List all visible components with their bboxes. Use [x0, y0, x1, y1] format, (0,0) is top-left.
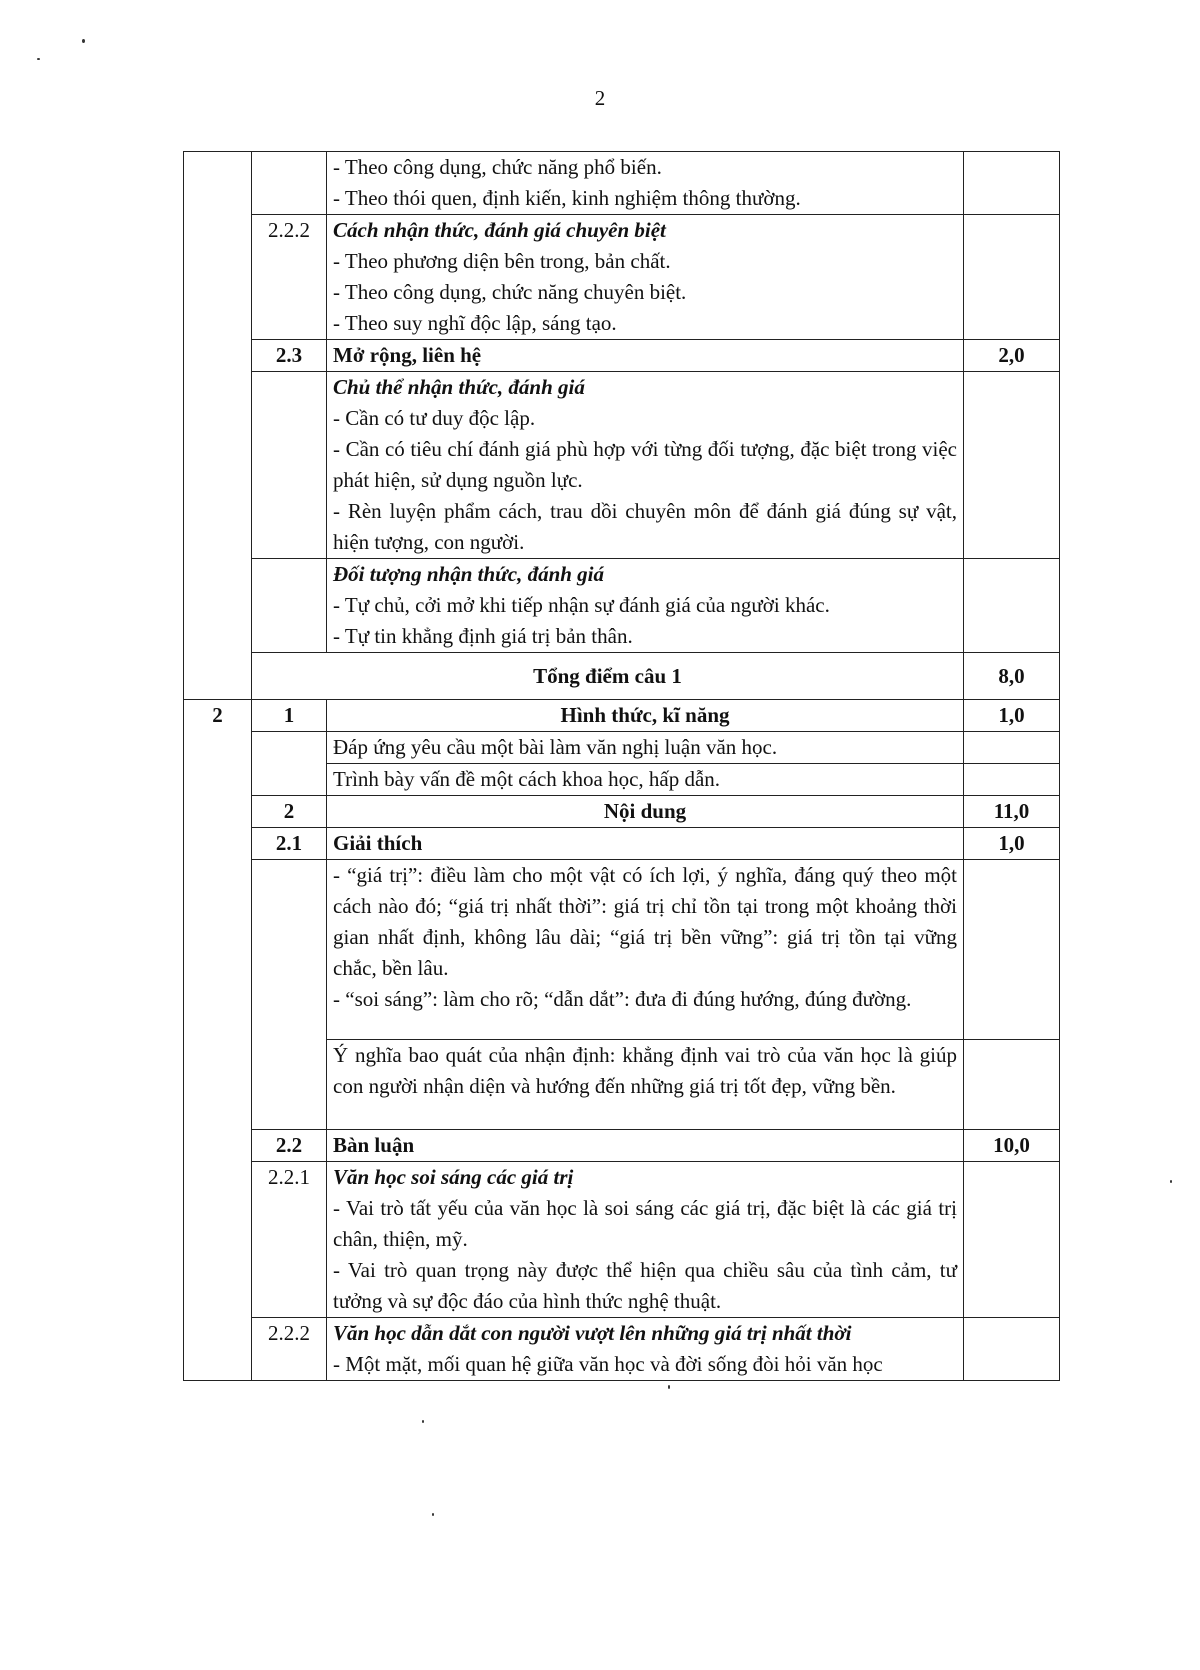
total-points: 8,0: [964, 653, 1060, 700]
content-line: - Theo thói quen, định kiến, kinh nghiệm thông thường.: [333, 186, 801, 210]
table-row-total: [184, 653, 1060, 700]
content-line: - Vai trò quan trọng này được thể hiện qua chiều sâu của tình cảm, tư tưởng và sự độc đáo của hình thức nghệ thuật.: [333, 1258, 957, 1313]
content-heading: Chủ thể nhận thức, đánh giá: [333, 375, 585, 399]
scan-speck: [82, 39, 85, 43]
table-row: [184, 559, 1060, 653]
content-cell: [327, 152, 964, 215]
content-heading: Giải thích: [327, 828, 964, 860]
points-cell: [964, 732, 1060, 764]
content-heading: Nội dung: [327, 796, 964, 828]
content-heading: Văn học dẫn dắt con người vượt lên những giá trị nhất thời: [333, 1321, 852, 1345]
section-cell: [252, 372, 327, 559]
points-cell: [964, 1040, 1060, 1130]
points-cell: [964, 215, 1060, 340]
table-row: [184, 372, 1060, 559]
content-line: - Cần có tư duy độc lập.: [333, 406, 536, 430]
content-cell: [327, 860, 964, 1040]
table-row: [184, 215, 1060, 340]
content-text: Đáp ứng yêu cầu một bài làm văn nghị luận văn học.: [327, 732, 964, 764]
section-cell: [252, 732, 327, 796]
content-cell: [327, 215, 964, 340]
content-heading: Hình thức, kĩ năng: [327, 700, 964, 732]
table-row: [184, 732, 1060, 764]
section-number: 2: [252, 796, 327, 828]
content-cell: [327, 559, 964, 653]
content-text: Ý nghĩa bao quát của nhận định: khẳng định vai trò của văn học là giúp con người nhận diện và hướng đến những giá trị tốt đẹp, vững bền.: [327, 1040, 964, 1130]
content-line: - Tự tin khẳng định giá trị bản thân.: [333, 624, 633, 648]
section-number: 2.2.2: [252, 1318, 327, 1381]
scan-speck: [37, 58, 40, 60]
table-row: [184, 828, 1060, 860]
section-cell: [252, 860, 327, 1130]
content-line: - Theo suy nghĩ độc lập, sáng tạo.: [333, 311, 617, 335]
content-line: - Cần có tiêu chí đánh giá phù hợp với từng đối tượng, đặc biệt trong việc phát hiện, sử dụng nguồn lực.: [333, 437, 957, 492]
table-row: [184, 796, 1060, 828]
table-row: [184, 152, 1060, 215]
points-cell: [964, 372, 1060, 559]
table-row: [184, 1162, 1060, 1318]
content-line: - Theo công dụng, chức năng phổ biến.: [333, 155, 662, 179]
total-label: Tổng điểm câu 1: [252, 653, 964, 700]
scan-speck: [668, 1385, 670, 1389]
points-cell: [964, 764, 1060, 796]
content-heading: Văn học soi sáng các giá trị: [333, 1165, 574, 1189]
points-value: 11,0: [964, 796, 1060, 828]
content-line: - Rèn luyện phẩm cách, trau dồi chuyên môn để đánh giá đúng sự vật, hiện tượng, con người.: [333, 499, 957, 554]
question-cell-empty: [184, 152, 252, 700]
points-cell: [964, 1162, 1060, 1318]
points-cell: [964, 860, 1060, 1040]
question-number: 2: [184, 700, 252, 1381]
content-line: - Một mặt, mối quan hệ giữa văn học và đời sống đòi hỏi văn học: [333, 1352, 883, 1376]
content-heading: Đối tượng nhận thức, đánh giá: [333, 562, 605, 586]
content-heading: Mở rộng, liên hệ: [327, 340, 964, 372]
table-row: [184, 1318, 1060, 1381]
section-number: 2.2: [252, 1130, 327, 1162]
content-line: - Tự chủ, cởi mở khi tiếp nhận sự đánh giá của người khác.: [333, 593, 830, 617]
content-line: - Theo công dụng, chức năng chuyên biệt.: [333, 280, 687, 304]
points-value: 1,0: [964, 700, 1060, 732]
scan-speck: [1170, 1180, 1172, 1183]
section-cell: [252, 152, 327, 215]
section-number: 2.3: [252, 340, 327, 372]
content-text: Trình bày vấn đề một cách khoa học, hấp dẫn.: [327, 764, 964, 796]
content-cell: [327, 1162, 964, 1318]
page-number: 2: [594, 86, 606, 110]
scan-speck: [422, 1420, 424, 1423]
points-cell: [964, 152, 1060, 215]
content-line: - “soi sáng”: làm cho rõ; “dẫn dắt”: đưa đi đúng hướng, đúng đường.: [333, 987, 912, 1011]
content-line: - Vai trò tất yếu của văn học là soi sáng các giá trị, đặc biệt là các giá trị chân, thiện, mỹ.: [333, 1196, 957, 1251]
points-cell: [964, 1318, 1060, 1381]
section-cell: [252, 559, 327, 653]
section-number: 2.2.2: [252, 215, 327, 340]
scan-speck: [432, 1513, 434, 1516]
content-line: - Theo phương diện bên trong, bản chất.: [333, 249, 671, 273]
content-line: - “giá trị”: điều làm cho một vật có ích lợi, ý nghĩa, đáng quý theo một cách nào đó; “giá trị nhất thời”: giá trị chỉ tồn tại trong một khoảng thời gian nhất định, không lâu dài; “giá trị bền vững”: giá trị tồn tại vững chắc, bền lâu.: [333, 863, 957, 980]
content-heading: Bàn luận: [327, 1130, 964, 1162]
grading-table: [183, 151, 1060, 1381]
content-cell: [327, 1318, 964, 1381]
table-row: [184, 860, 1060, 1040]
points-value: 10,0: [964, 1130, 1060, 1162]
points-value: 2,0: [964, 340, 1060, 372]
section-number: 2.1: [252, 828, 327, 860]
table-row: [184, 1130, 1060, 1162]
table-row: [184, 340, 1060, 372]
points-cell: [964, 559, 1060, 653]
content-heading: Cách nhận thức, đánh giá chuyên biệt: [333, 218, 666, 242]
table-row: [184, 700, 1060, 732]
section-number: 2.2.1: [252, 1162, 327, 1318]
points-value: 1,0: [964, 828, 1060, 860]
section-number: 1: [252, 700, 327, 732]
content-cell: [327, 372, 964, 559]
